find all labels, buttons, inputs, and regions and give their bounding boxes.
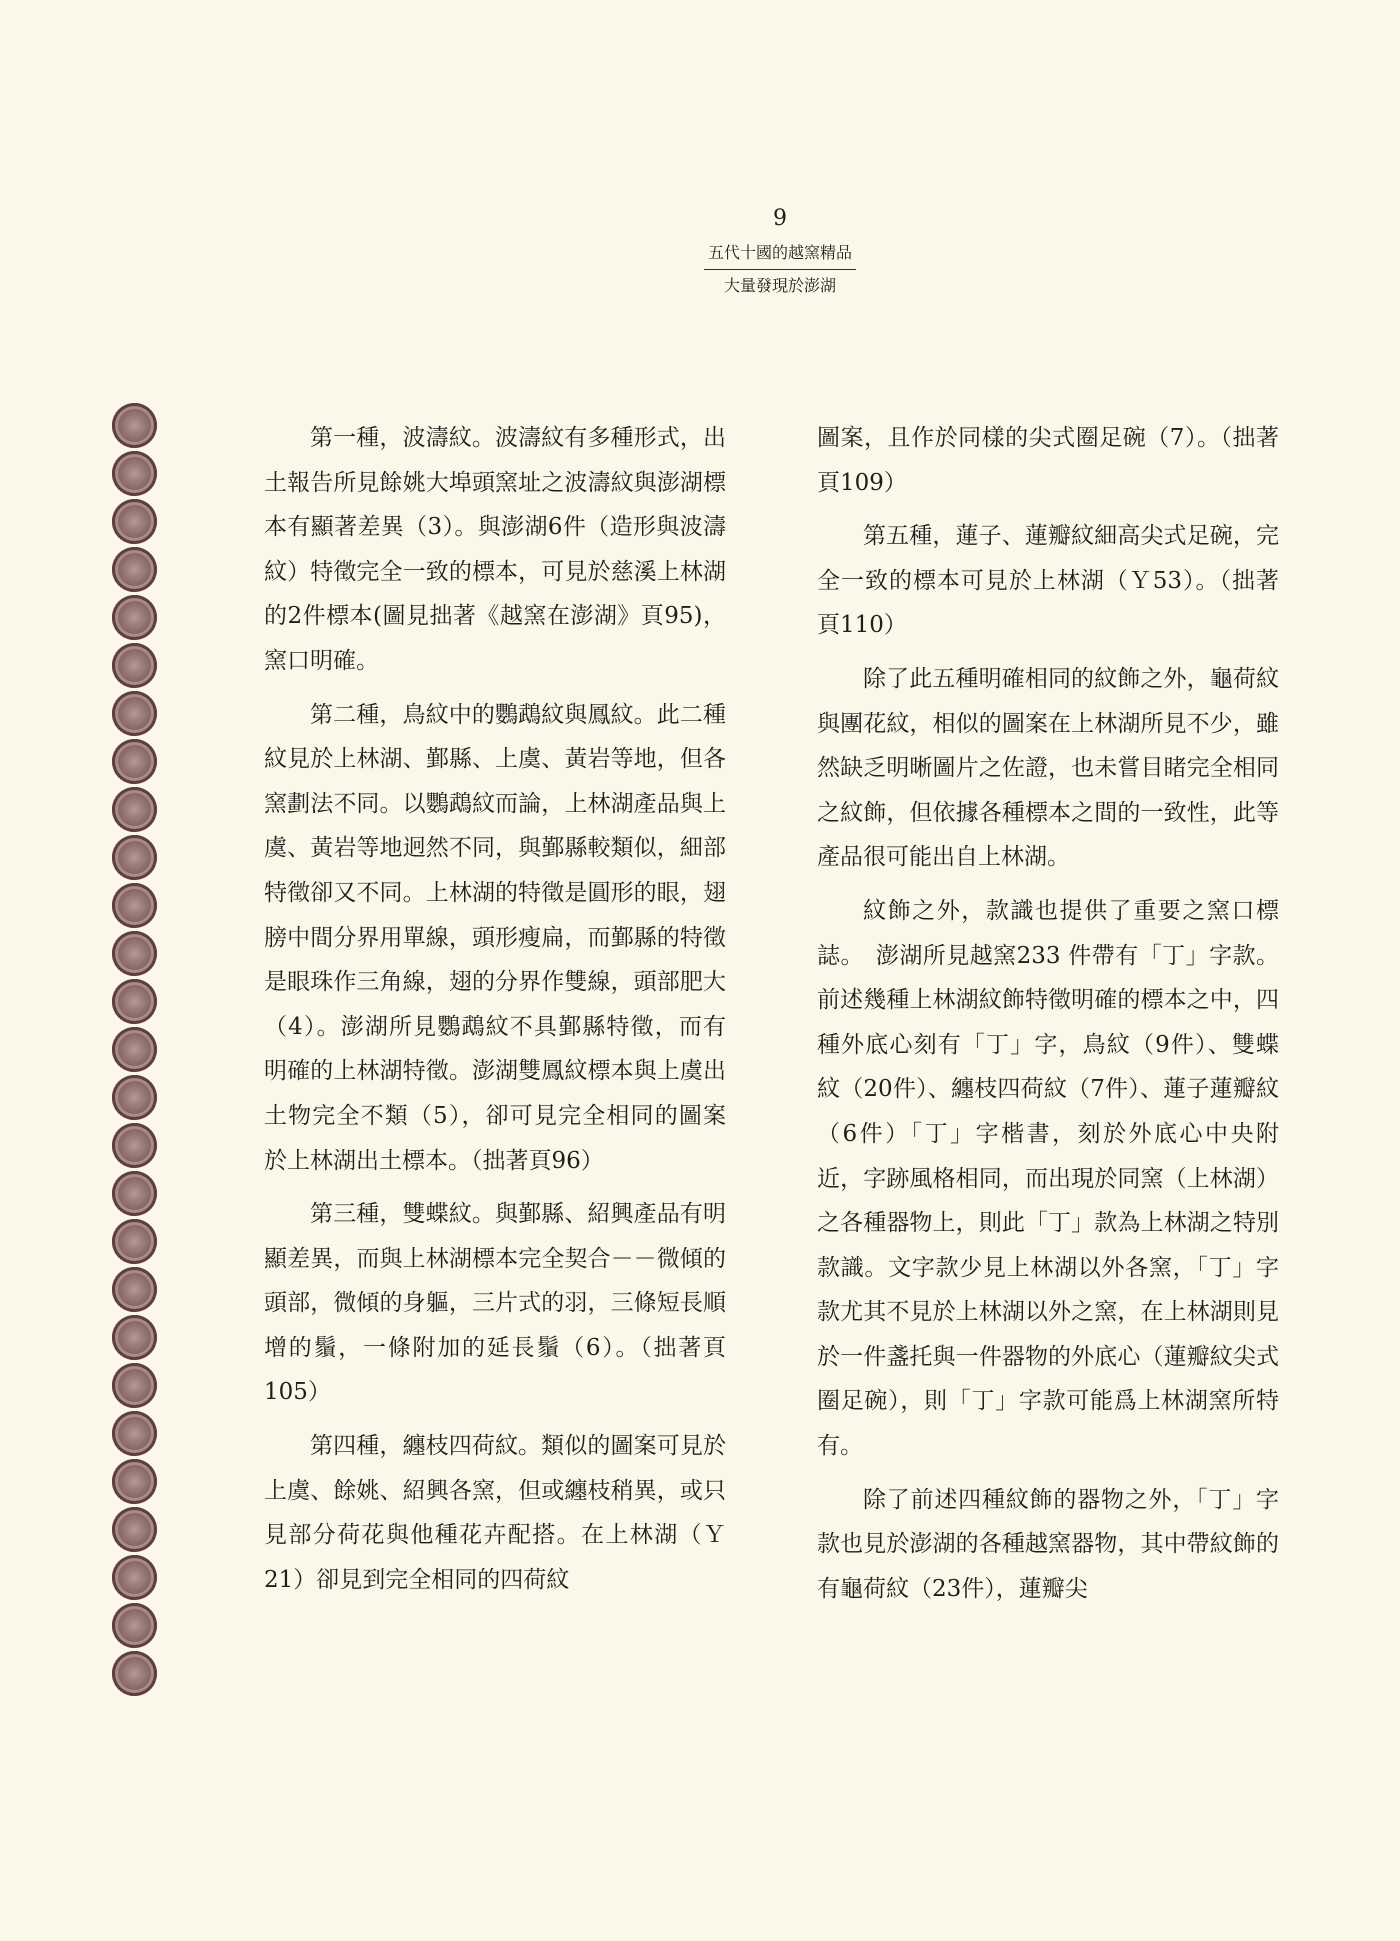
seal-stamp-icon [112, 1459, 157, 1504]
page-header [0, 205, 1400, 296]
paragraph-type-4: 第四種，纏枝四荷紋。類似的圖案可見於上虞、餘姚、紹興各窯，但或纏枝稍異，或只見部分荷花與他種花卉配搭。在上林湖（Ｙ21）卻見到完全相同的四荷紋 [264, 1433, 726, 1593]
seal-stamp-icon [112, 835, 157, 880]
text-column-right [817, 416, 1279, 1620]
seal-stamp-icon [112, 1603, 157, 1648]
paragraph-type-3: 第三種，雙蝶紋。與鄞縣、紹興產品有明顯差異，而與上林湖標本完全契合－－微傾的頭部，微傾的身軀，三片式的羽，三條短長順增的鬚，一條附加的延長鬚（6）。（拙著頁105） [264, 1201, 726, 1406]
text-column-left [264, 416, 726, 1611]
paragraph-type-1: 第一種，波濤紋。波濤紋有多種形式，出土報告所見餘姚大埠頭窯址之波濤紋與澎湖標本有顯著差異（3）。與澎湖6件（造形與波濤紋）特徵完全一致的標本，可見於慈溪上林湖的2件標本(圖見拙著《越窯在澎湖》頁95)，窯口明確。 [264, 425, 726, 674]
seal-stamp-icon [112, 1075, 157, 1120]
seal-stamp-icon [112, 1363, 157, 1408]
seal-stamp-icon [112, 1171, 157, 1216]
seal-stamp-icon [112, 1219, 157, 1264]
seal-stamp-icon [112, 883, 157, 928]
seal-stamp-icon [112, 931, 157, 976]
seal-stamp-icon [112, 403, 157, 448]
seal-stamp-icon [112, 1027, 157, 1072]
paragraph-ding-other-wares: 除了前述四種紋飾的器物之外，「丁」字款也見於澎湖的各種越窯器物，其中帶紋飾的有龜荷紋（23件），蓮瓣尖 [817, 1486, 1279, 1602]
seal-stamp-icon [112, 595, 157, 640]
seal-stamp-icon [112, 499, 157, 544]
seal-stamp-icon [112, 1507, 157, 1552]
seal-stamp-icon [112, 451, 157, 496]
seal-stamp-icon [112, 1651, 157, 1696]
seal-stamp-icon [112, 739, 157, 784]
paragraph-type-5: 第五種，蓮子、蓮瓣紋細高尖式足碗，完全一致的標本可見於上林湖（Ｙ53）。（拙著頁110） [817, 523, 1279, 639]
seal-stamp-icon [112, 691, 157, 736]
running-title-line-2: 大量發現於澎湖 [723, 276, 836, 295]
seal-stamp-icon [112, 643, 157, 688]
seal-stamp-icon [112, 1315, 157, 1360]
seal-stamp-icon [112, 979, 157, 1024]
seal-stamp-icon [112, 1411, 157, 1456]
paragraph-type-2: 第二種，鳥紋中的鸚鵡紋與鳳紋。此二種紋見於上林湖、鄞縣、上虞、黃岩等地，但各窯劃法不同。以鸚鵡紋而論，上林湖產品與上虞、黃岩等地迥然不同，與鄞縣較類似，細部特徵卻又不同。上林湖的特徵是圓形的眼，翅膀中間分界用單線，頭形瘦扁，而鄞縣的特徵是眼珠作三角線，翅的分界作雙線，頭部肥大（4）。澎湖所見鸚鵡紋不具鄞縣特徵，而有明確的上林湖特徵。澎湖雙鳳紋標本與上虞出土物完全不類（5），卻可見完全相同的圖案於上林湖出土標本。（拙著頁96） [264, 701, 726, 1174]
seal-stamp-icon [112, 1555, 157, 1600]
page-number: 9 [773, 206, 787, 231]
paragraph-other-patterns: 除了此五種明確相同的紋飾之外，龜荷紋與團花紋，相似的圖案在上林湖所見不少，雖然缺乏明晰圖片之佐證，也未嘗目睹完全相同之紋飾，但依據各種標本之間的一致性，此等產品很可能出自上林湖。 [817, 665, 1279, 871]
running-title-line-1: 五代十國的越窯精品 [704, 243, 856, 270]
paragraph-continuation: 圖案，且作於同樣的尖式圈足碗（7）。（拙著頁109） [817, 425, 1279, 496]
seal-stamp-column [112, 403, 162, 1699]
seal-stamp-icon [112, 1267, 157, 1312]
seal-stamp-icon [112, 547, 157, 592]
seal-stamp-icon [112, 787, 157, 832]
paragraph-ding-mark: 紋飾之外，款識也提供了重要之窯口標誌。 澎湖所見越窯233 件帶有「丁」字款。前述幾種上林湖紋飾特徵明確的標本之中，四種外底心刻有「丁」字，鳥紋（9件）、雙蝶紋（20件）、纏枝四荷紋（7件）、蓮子蓮瓣紋（6件）「丁」字楷書，刻於外底心中央附近，字跡風格相同，而出現於同窯（上林湖）之各種器物上，則此「丁」款為上林湖之特別款識。文字款少見上林湖以外各窯，「丁」字款尤其不見於上林湖以外之窯，在上林湖則見於一件盞托與一件器物的外底心（蓮瓣紋尖式圈足碗），則「丁」字款可能爲上林湖窯所特有。 [817, 897, 1279, 1460]
running-title [704, 243, 856, 296]
seal-stamp-icon [112, 1123, 157, 1168]
